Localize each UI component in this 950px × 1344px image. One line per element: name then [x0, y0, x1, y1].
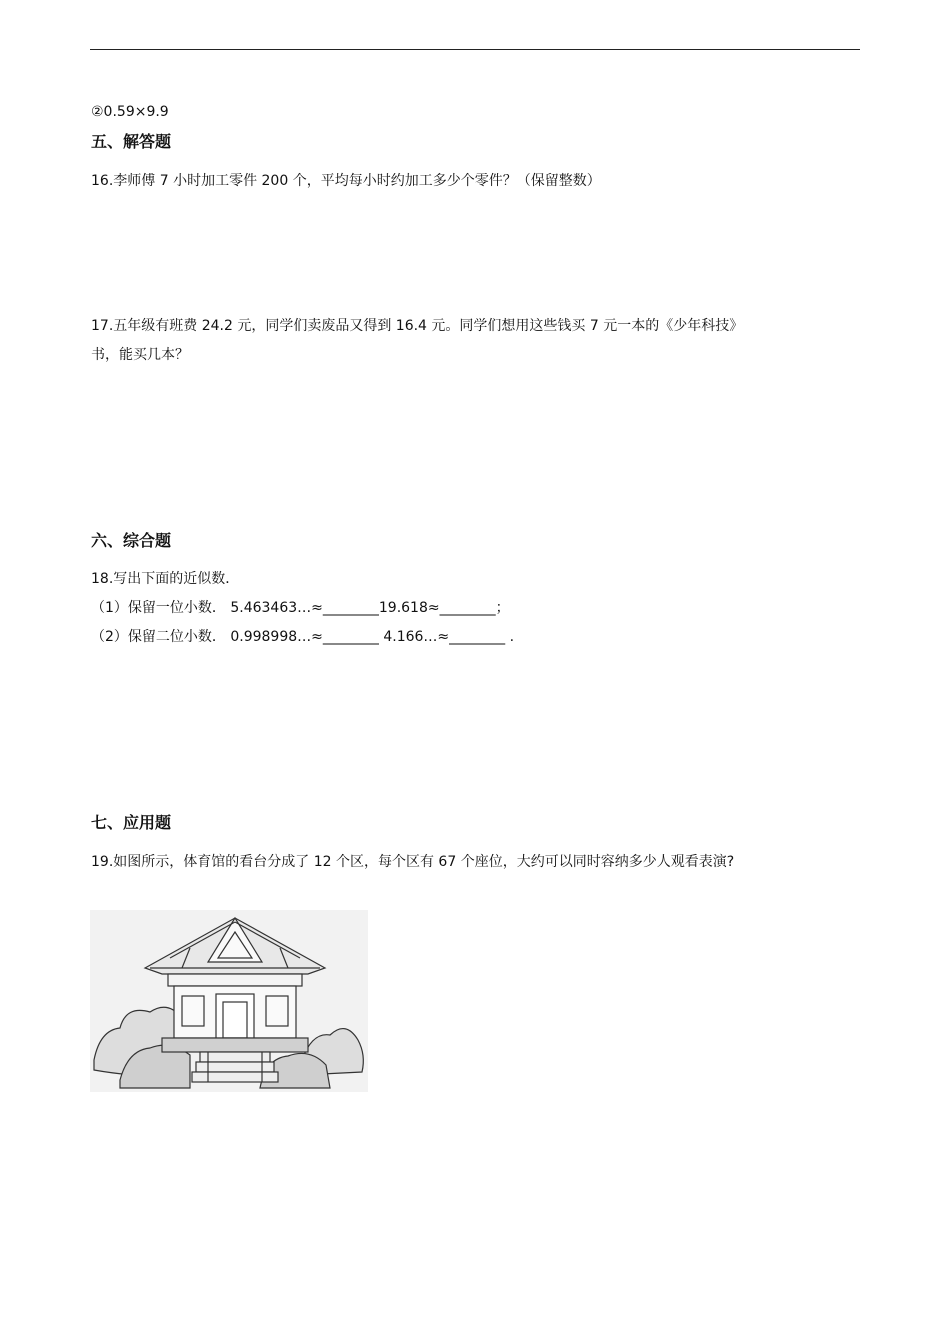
section-5-heading: 五、解答题	[91, 132, 172, 151]
section-6-heading: 六、综合题	[91, 531, 172, 550]
gymnasium-building-icon	[90, 910, 368, 1092]
question-19: 19.如图所示，体育馆的看台分成了 12 个区，每个区有 67 个座位，大约可以同时容纳多少人观看表演?	[91, 854, 735, 870]
question-17-line-1: 17.五年级有班费 24.2 元，同学们卖废品又得到 16.4 元。同学们想用这些钱买 7 元一本的《少年科技》	[91, 318, 744, 334]
sub-item-2: ②0.59×9.9	[91, 104, 169, 120]
section-7-heading: 七、应用题	[91, 813, 172, 832]
gymnasium-illustration	[90, 910, 368, 1092]
header-rule	[90, 49, 860, 50]
question-18-part-2: （2）保留二位小数． 0.998998…≈________ 4.166…≈________ .	[91, 629, 515, 645]
question-16: 16.李师傅 7 小时加工零件 200 个，平均每小时约加工多少个零件？（保留整数）	[91, 173, 601, 189]
question-18-part-1: （1）保留一位小数． 5.463463…≈________19.618≈________；	[91, 600, 510, 616]
question-18: 18.写出下面的近似数．	[91, 571, 240, 587]
question-17-line-2: 书，能买几本？	[91, 347, 189, 363]
